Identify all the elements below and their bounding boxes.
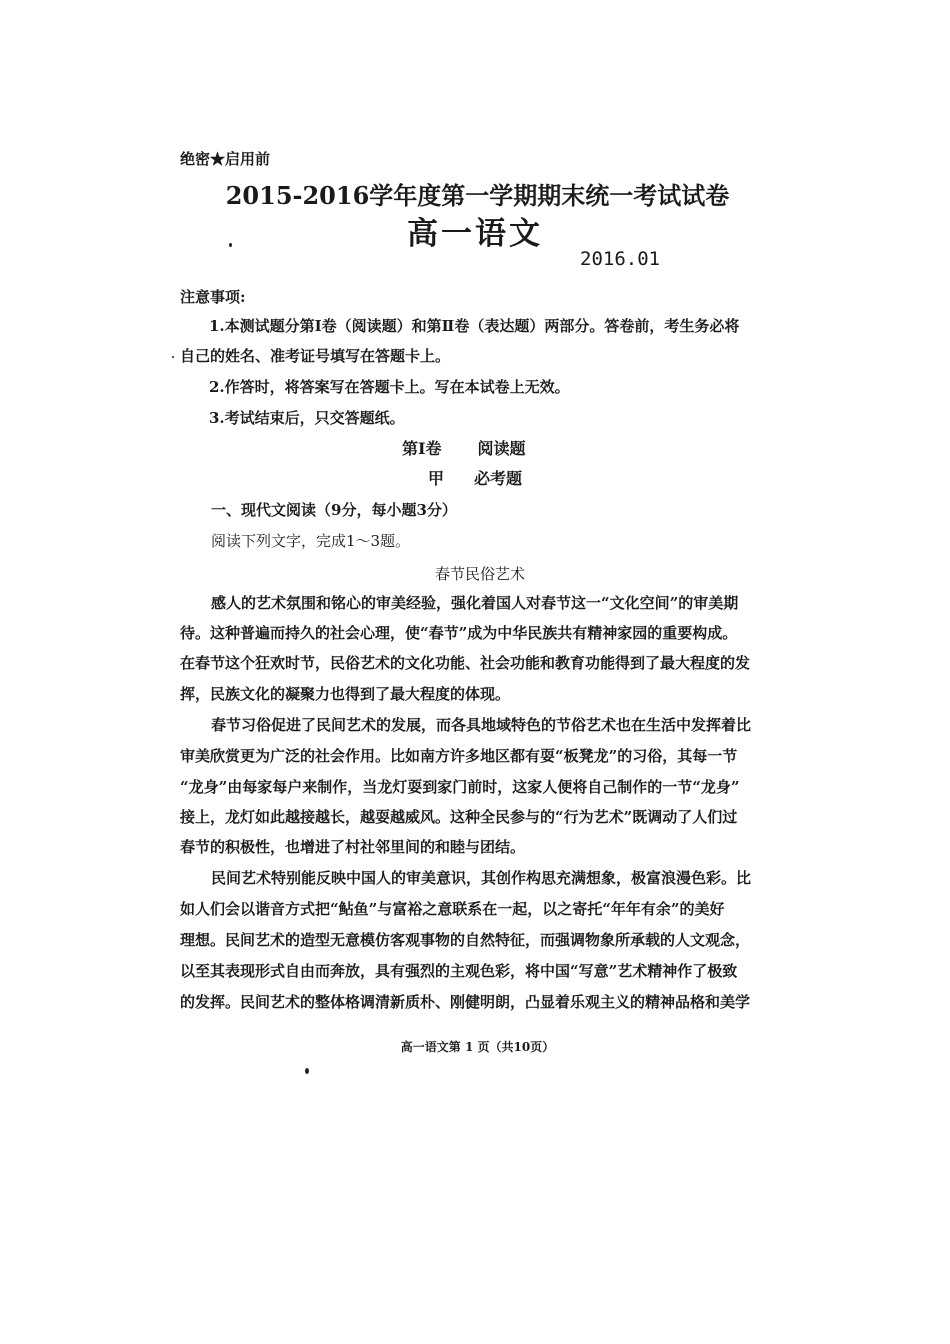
note-item-1: 1.本测试题分第Ⅰ卷（阅读题）和第Ⅱ卷（表达题）两部分。答卷前，考生务必将 (209, 317, 740, 335)
article-line: 如人们会以谐音方式把“鲇鱼”与富裕之意联系在一起，以之寄托“年年有余”的美好 (180, 900, 725, 918)
scan-speck (172, 356, 174, 358)
article-line: 感人的艺术氛围和铭心的审美经验，强化着国人对春节这一“文化空间”的审美期 (211, 594, 739, 612)
volume-name: 阅读题 (477, 439, 526, 458)
article-line: 以至其表现形式自由而奔放，具有强烈的主观色彩，将中国“写意”艺术精神作了极致 (180, 962, 738, 980)
part-name: 必考题 (474, 469, 523, 488)
subject-title: 高一语文 (407, 216, 543, 252)
article-title: 春节民俗艺术 (434, 565, 525, 583)
note-item-3: 3.考试结束后，只交答题纸。 (209, 409, 405, 427)
article-line: 的发挥。民间艺术的整体格调清新质朴、刚健明朗，凸显着乐观主义的精神品格和美学 (180, 993, 751, 1011)
article-line: 挥，民族文化的凝聚力也得到了最大程度的体现。 (180, 685, 511, 703)
note-item-1-cont: 自己的姓名、准考证号填写在答题卡上。 (180, 347, 451, 365)
article-line: 民间艺术特别能反映中国人的审美意识，其创作构思充满想象，极富浪漫色彩。比 (211, 869, 752, 887)
article-line: 理想。民间艺术的造型无意模仿客观事物的自然特征，而强调物象所承载的人文观念， (180, 931, 751, 949)
scan-speck (305, 1068, 309, 1074)
exam-title: 2015-2016学年度第一学期期末统一考试试卷 (225, 181, 730, 210)
section-heading: 一、现代文阅读（9分，每小题3分） (211, 501, 457, 519)
part-label: 甲 (428, 469, 445, 488)
secret-mark: 绝密★启用前 (180, 150, 271, 168)
notes-heading: 注意事项: (180, 288, 246, 306)
section-instruction: 阅读下列文字，完成1～3题。 (211, 532, 411, 550)
article-line: “龙身”由每家每户来制作，当龙灯耍到家门前时，这家人便将自己制作的一节“龙身” (180, 778, 740, 796)
article-line: 接上，龙灯如此越接越长，越耍越威风。这种全民参与的“行为艺术”既调动了人们过 (180, 808, 738, 826)
article-line: 待。这种普遍而持久的社会心理，使“春节”成为中华民族共有精神家园的重要构成。 (180, 624, 738, 642)
article-line: 审美欣赏更为广泛的社会作用。比如南方许多地区都有耍“板凳龙”的习俗，其每一节 (180, 747, 738, 765)
volume-label: 第Ⅰ卷 (402, 439, 442, 458)
note-item-2: 2.作答时，将答案写在答题卡上。写在本试卷上无效。 (209, 378, 570, 396)
exam-date: 2016.01 (580, 248, 661, 270)
article-line: 在春节这个狂欢时节，民俗艺术的文化功能、社会功能和教育功能得到了最大程度的发 (180, 654, 751, 672)
article-line: 春节的积极性，也增进了村社邻里间的和睦与团结。 (180, 838, 526, 856)
article-line: 春节习俗促进了民间艺术的发展，而各具地域特色的节俗艺术也在生活中发挥着比 (211, 716, 752, 734)
page-footer: 高一语文第 1 页（共10页） (400, 1040, 555, 1054)
part-heading (428, 466, 522, 489)
volume-heading (402, 436, 526, 459)
